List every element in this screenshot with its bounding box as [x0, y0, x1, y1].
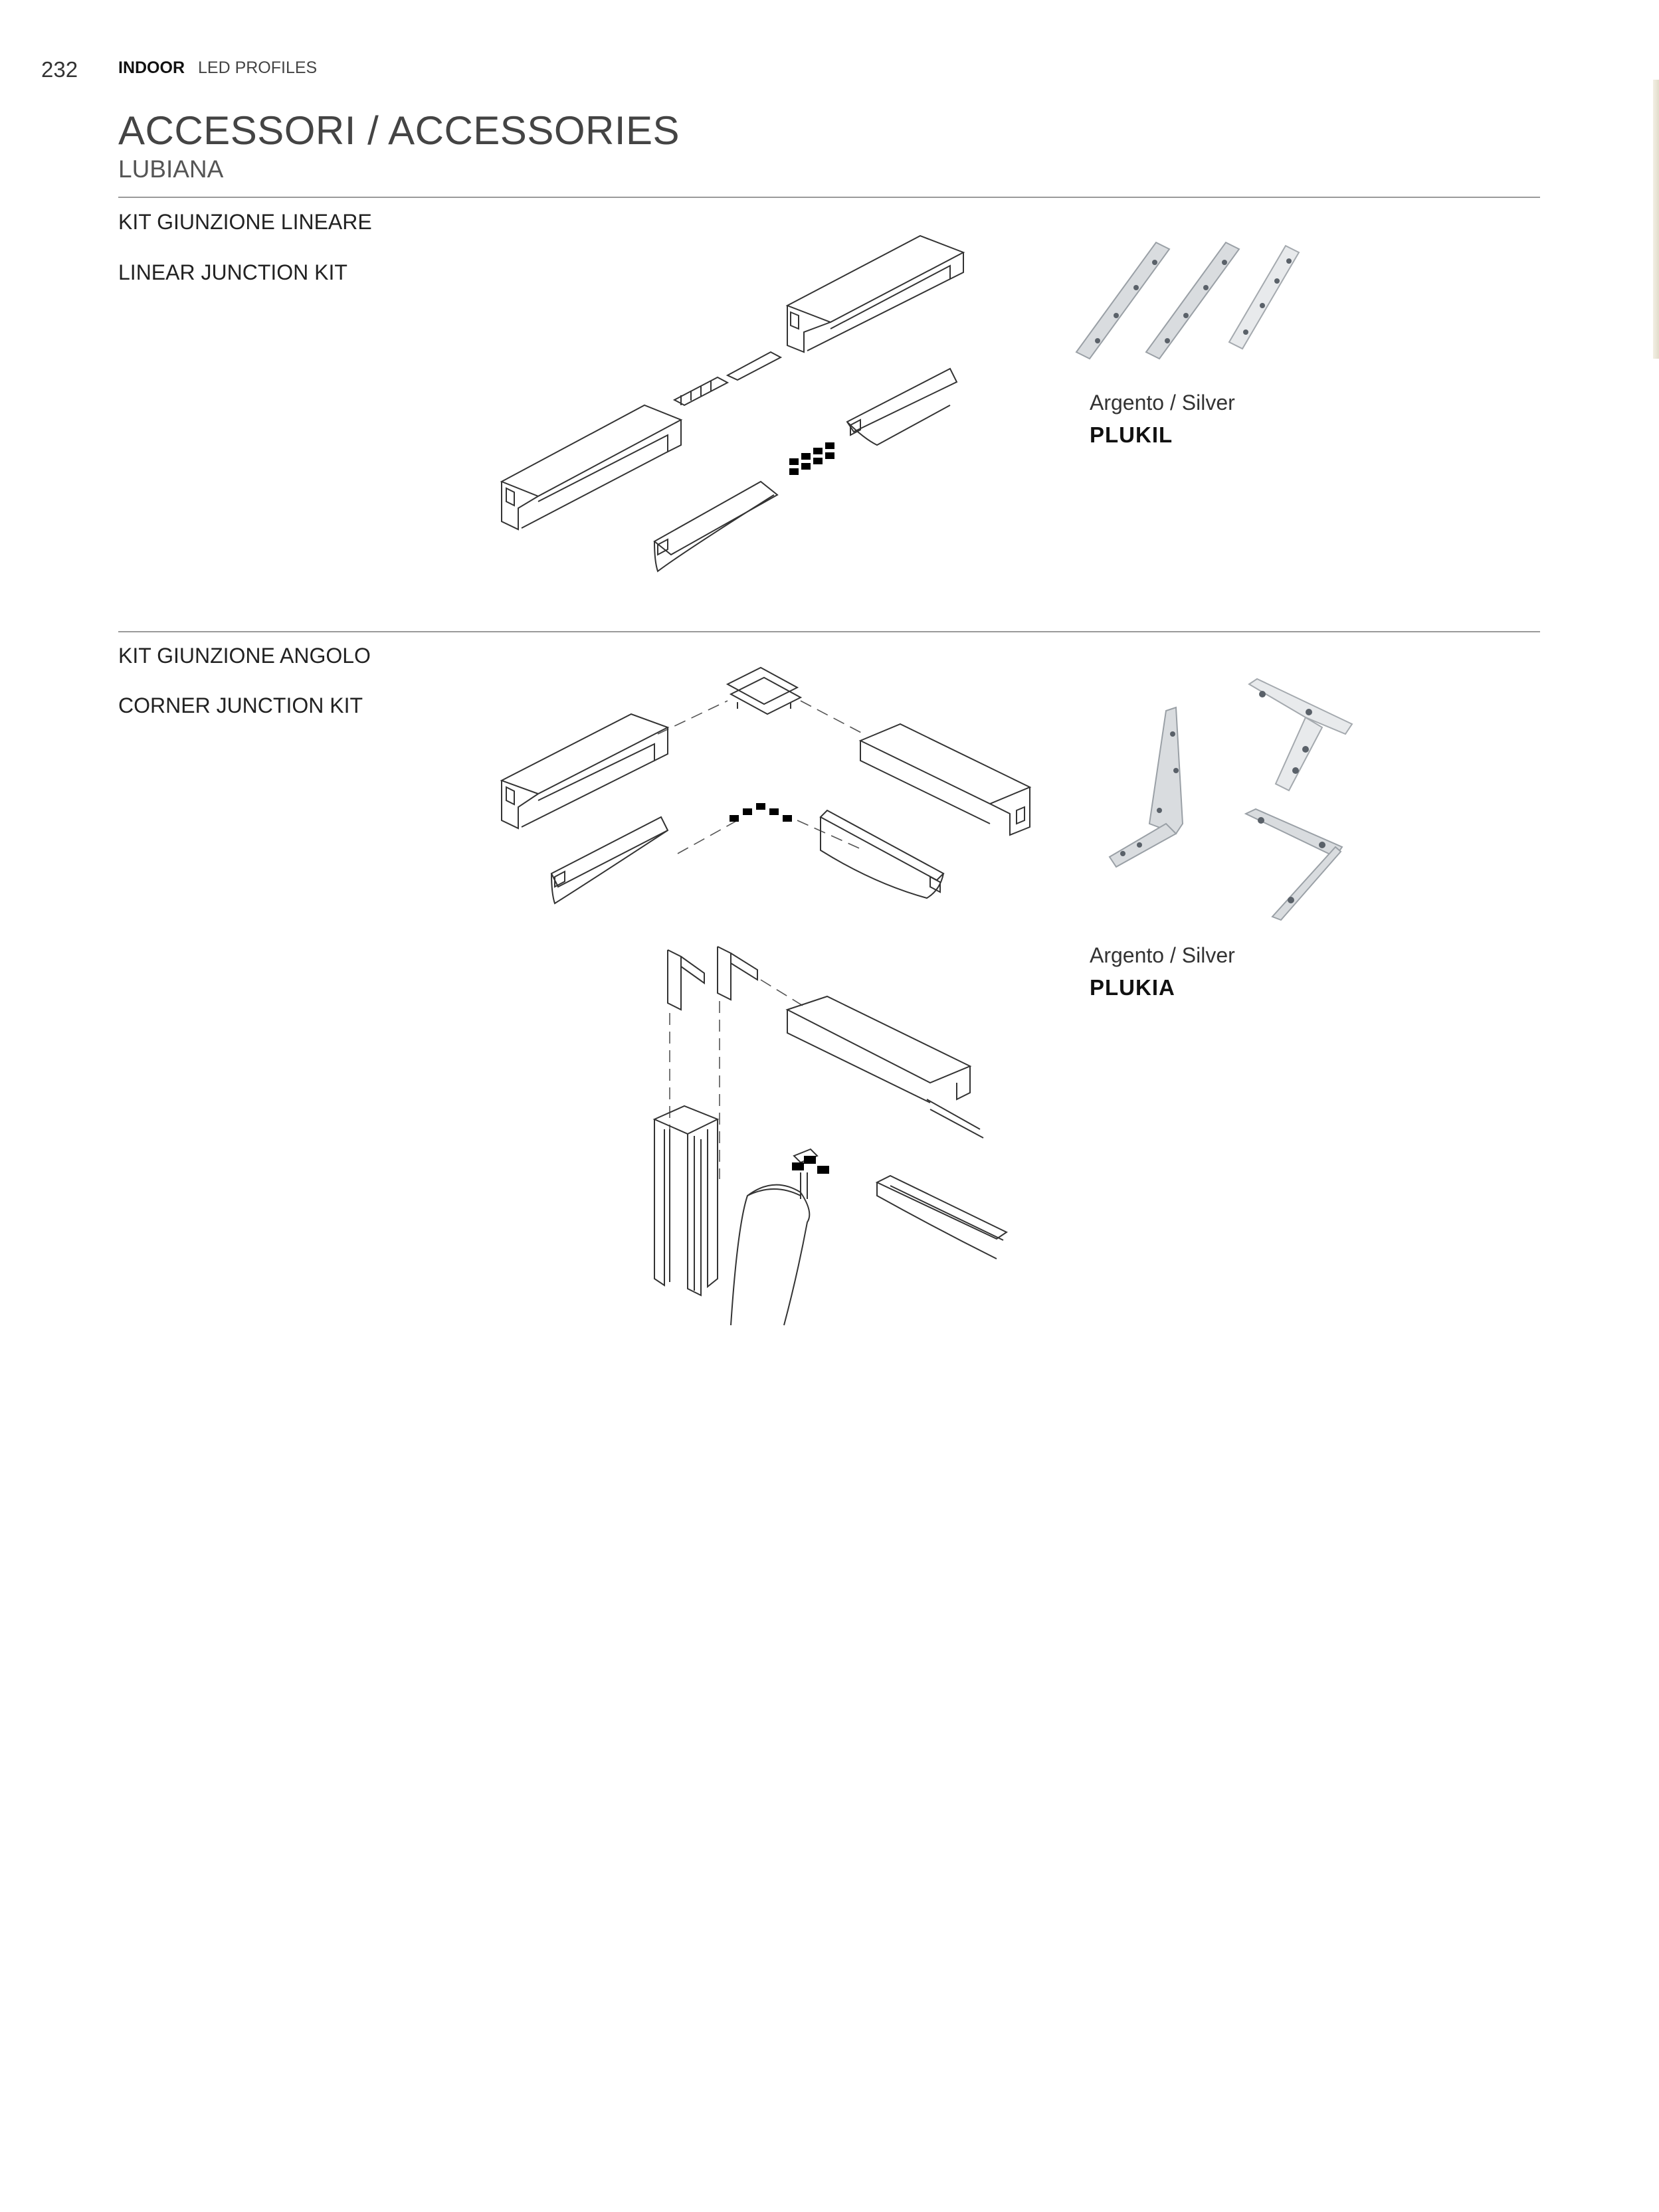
page-number: 232: [41, 57, 78, 82]
kit-label-it: KIT GIUNZIONE ANGOLO: [118, 644, 371, 668]
finish-label: Argento / Silver: [1090, 391, 1235, 415]
kit-label-en: LINEAR JUNCTION KIT: [118, 260, 347, 284]
corner-junction-drawing: [492, 661, 1036, 1329]
linear-junction-drawing: [492, 232, 1023, 578]
finish-label: Argento / Silver: [1090, 943, 1235, 967]
page-subtitle: LUBIANA: [118, 155, 224, 183]
page-title: ACCESSORI / ACCESSORIES: [118, 108, 680, 153]
section-divider: [118, 197, 1540, 198]
kit-label-en: CORNER JUNCTION KIT: [118, 693, 363, 717]
section-brand: INDOOR: [118, 58, 185, 77]
product-code: PLUKIL: [1090, 422, 1173, 447]
plukia-corner-plates-photo: [1103, 671, 1355, 930]
plukil-plates-photo: [1070, 236, 1322, 362]
kit-label-it: KIT GIUNZIONE LINEARE: [118, 210, 372, 234]
section-name: LED PROFILES: [198, 58, 318, 77]
section-divider: [118, 631, 1540, 632]
product-code: PLUKIA: [1090, 975, 1175, 1000]
page-edge-tab: [1653, 80, 1659, 359]
